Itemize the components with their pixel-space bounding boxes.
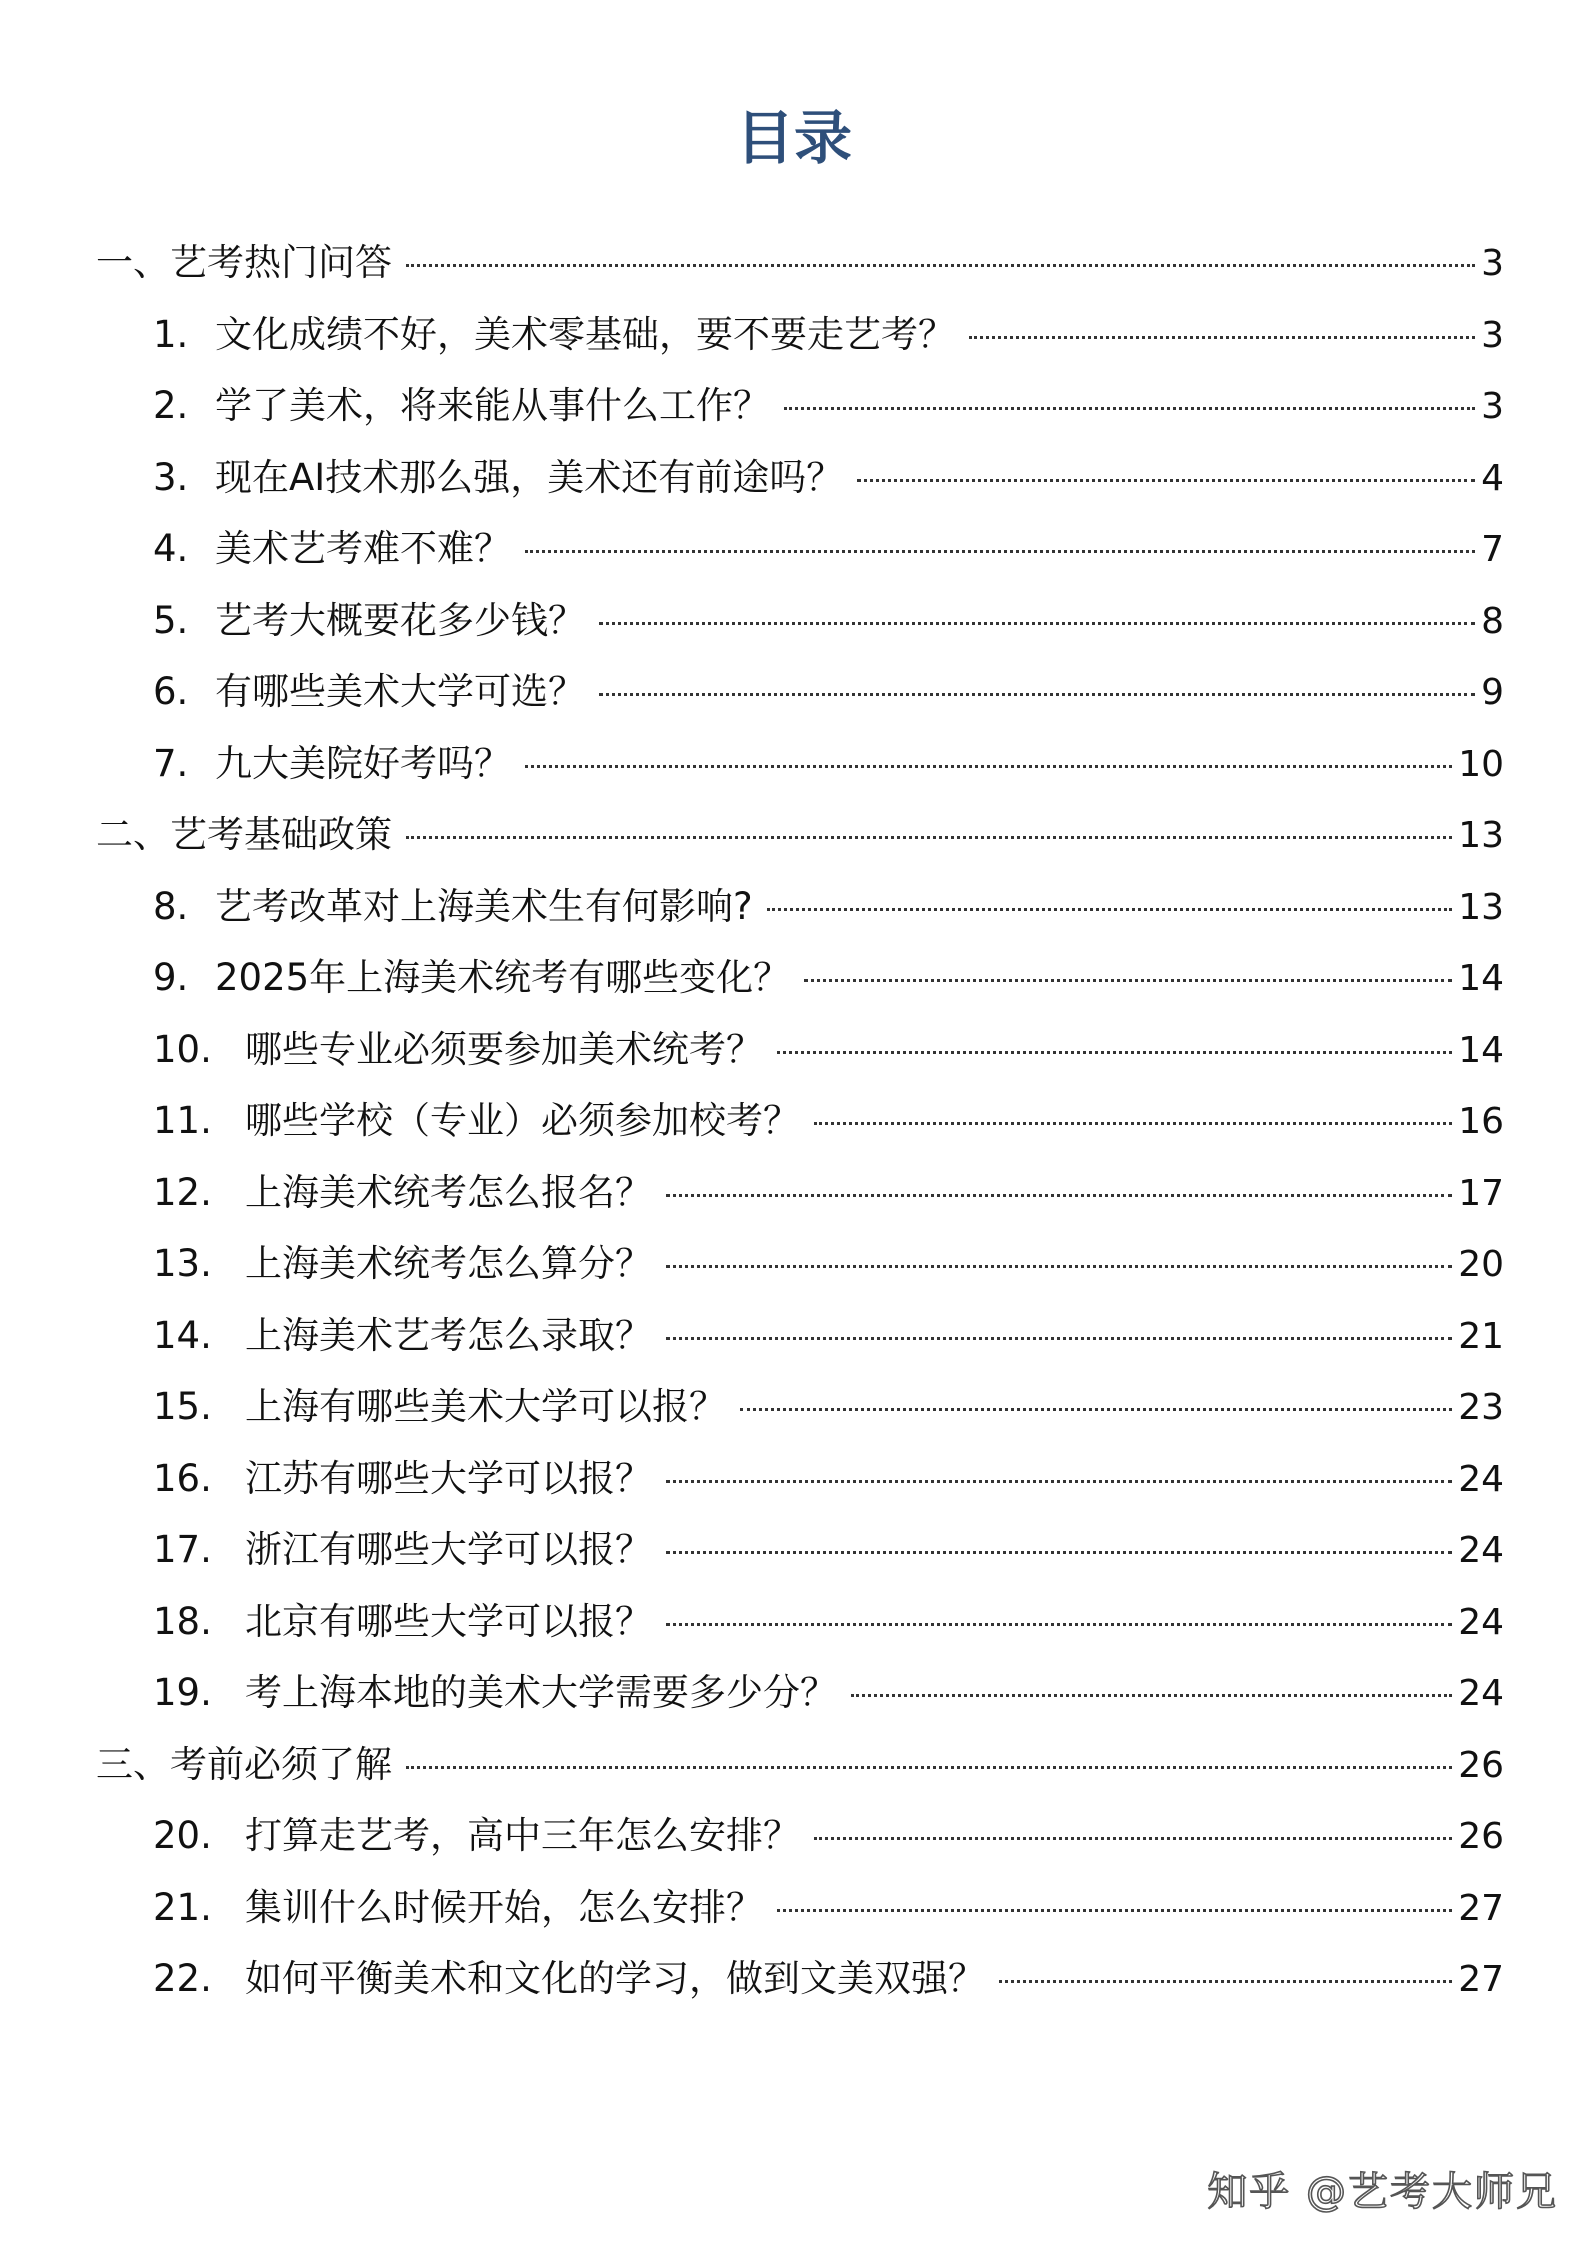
dot-leader: [666, 1337, 1452, 1340]
toc-item[interactable]: [96, 1382, 1504, 1454]
toc-section[interactable]: [96, 810, 1504, 882]
toc-item-number: 17.: [153, 1528, 212, 1571]
toc-page-number: 9: [1481, 672, 1504, 713]
toc-item[interactable]: [96, 953, 1504, 1025]
toc-item-number: 7.: [153, 741, 189, 785]
toc-item-number: 3.: [153, 455, 189, 499]
dot-leader: [666, 1265, 1452, 1268]
dot-leader: [857, 479, 1475, 482]
toc-page-number: 10: [1458, 743, 1504, 785]
toc-item-number: 18.: [153, 1599, 212, 1643]
toc-item-number: 8.: [153, 884, 189, 928]
dot-leader: [666, 1551, 1452, 1554]
toc-section[interactable]: [96, 1740, 1504, 1812]
dot-leader: [525, 550, 1475, 553]
toc-item-title: 九大美院好考吗？: [215, 741, 511, 785]
dot-leader: [406, 836, 1452, 839]
toc-page-number: 24: [1458, 1530, 1504, 1571]
toc-page-number: 24: [1458, 1601, 1504, 1643]
toc-page-number: 13: [1458, 815, 1504, 856]
toc-item-title: 上海美术统考怎么算分？: [245, 1242, 652, 1285]
toc-item-number: 4.: [153, 527, 189, 570]
toc-item-title: 学了美术，将来能从事什么工作？: [215, 384, 770, 427]
toc-item-number: 19.: [153, 1671, 212, 1714]
toc-item-title: 江苏有哪些大学可以报？: [245, 1456, 652, 1500]
toc-item[interactable]: [96, 381, 1504, 453]
dot-leader: [525, 765, 1452, 768]
toc-item-title: 艺考改革对上海美术生有何影响?: [215, 884, 753, 928]
toc-page-number: 17: [1458, 1172, 1504, 1214]
toc-item-number: 21.: [153, 1885, 212, 1929]
toc-item-number: 22.: [153, 1957, 212, 2000]
toc-item[interactable]: [96, 1168, 1504, 1240]
dot-leader: [406, 1766, 1452, 1769]
toc-item[interactable]: [96, 1525, 1504, 1597]
toc-page-number: 14: [1458, 1029, 1504, 1071]
toc-page-number: 8: [1481, 600, 1504, 642]
toc-item[interactable]: [96, 524, 1504, 596]
toc-item-number: 14.: [153, 1313, 212, 1357]
dot-leader: [666, 1480, 1452, 1483]
toc-item-number: 11.: [153, 1099, 212, 1142]
toc-item-title: 上海有哪些美术大学可以报？: [245, 1385, 726, 1428]
toc-section[interactable]: [96, 238, 1504, 310]
toc-item-number: 2.: [153, 384, 189, 427]
watermark: 知乎 @艺考大师兄: [1207, 2169, 1558, 2215]
dot-leader: [599, 693, 1475, 696]
toc-item-number: 10.: [153, 1027, 212, 1071]
toc-item[interactable]: [96, 596, 1504, 668]
toc-item-number: 20.: [153, 1814, 212, 1857]
toc-page-number: 3: [1481, 386, 1504, 427]
dot-leader: [767, 908, 1453, 911]
toc-item[interactable]: [96, 1454, 1504, 1526]
toc-item[interactable]: [96, 1096, 1504, 1168]
dot-leader: [599, 622, 1475, 625]
dot-leader: [406, 264, 1475, 267]
toc-item-number: 9.: [153, 956, 189, 999]
toc-item[interactable]: [96, 1597, 1504, 1669]
dot-leader: [666, 1623, 1452, 1626]
toc-page-number: 16: [1458, 1101, 1504, 1142]
toc-item-title: 文化成绩不好，美术零基础，要不要走艺考？: [215, 312, 955, 356]
dot-leader: [851, 1694, 1452, 1697]
toc-item[interactable]: [96, 1954, 1504, 2026]
toc-page-number: 21: [1458, 1315, 1504, 1357]
toc-item-title: 有哪些美术大学可选？: [215, 670, 585, 713]
toc-page-number: 13: [1458, 886, 1504, 928]
toc-item[interactable]: [96, 1811, 1504, 1883]
dot-leader: [999, 1980, 1452, 1983]
toc-item-title: 美术艺考难不难？: [215, 527, 511, 570]
toc-item[interactable]: [96, 1239, 1504, 1311]
toc-page-number: 23: [1458, 1387, 1504, 1428]
toc-item[interactable]: [96, 882, 1504, 954]
page-title: 目录: [735, 104, 852, 172]
toc-item-title: 哪些学校（专业）必须参加校考？: [245, 1099, 800, 1142]
toc-item-title: 艺考大概要花多少钱？: [215, 598, 585, 642]
toc-item-number: 16.: [153, 1456, 212, 1500]
toc-item-title: 打算走艺考，高中三年怎么安排？: [245, 1814, 800, 1857]
toc-page-number: 20: [1458, 1244, 1504, 1285]
toc-item[interactable]: [96, 1668, 1504, 1740]
toc-item-title: 现在AI技术那么强，美术还有前途吗？: [215, 455, 844, 499]
toc-item[interactable]: [96, 310, 1504, 382]
toc-item-title: 如何平衡美术和文化的学习，做到文美双强？: [245, 1957, 985, 2000]
toc-page-number: 3: [1481, 243, 1504, 284]
toc-page-number: 3: [1481, 314, 1504, 356]
toc-item[interactable]: [96, 1025, 1504, 1097]
toc-page-number: 4: [1481, 457, 1504, 499]
dot-leader: [814, 1837, 1452, 1840]
toc-item[interactable]: [96, 453, 1504, 525]
toc-item[interactable]: [96, 1311, 1504, 1383]
dot-leader: [740, 1408, 1452, 1411]
toc-page-number: 14: [1458, 958, 1504, 999]
toc-item[interactable]: [96, 1883, 1504, 1955]
toc-item[interactable]: [96, 667, 1504, 739]
toc-page-number: 27: [1458, 1887, 1504, 1929]
dot-leader: [804, 979, 1452, 982]
toc-item-title: 集训什么时候开始，怎么安排？: [245, 1885, 763, 1929]
toc-item-number: 13.: [153, 1242, 212, 1285]
dot-leader: [777, 1909, 1452, 1912]
toc-item[interactable]: [96, 739, 1504, 811]
toc-item-title: 上海美术艺考怎么录取？: [245, 1313, 652, 1357]
toc-page-number: 27: [1458, 1959, 1504, 2000]
dot-leader: [777, 1051, 1452, 1054]
toc-item-title: 北京有哪些大学可以报？: [245, 1599, 652, 1643]
toc-page-number: 24: [1458, 1458, 1504, 1500]
dot-leader: [666, 1194, 1452, 1197]
toc-item-number: 1.: [153, 312, 189, 356]
toc-section-title: 三、考前必须了解: [96, 1742, 392, 1786]
toc-section-title: 一、艺考热门问答: [96, 241, 392, 284]
toc-page-number: 24: [1458, 1673, 1504, 1714]
toc-item-title: 上海美术统考怎么报名？: [245, 1170, 652, 1214]
toc-item-number: 5.: [153, 598, 189, 642]
toc-item-number: 6.: [153, 670, 189, 713]
toc-item-title: 哪些专业必须要参加美术统考？: [245, 1027, 763, 1071]
toc-item-title: 考上海本地的美术大学需要多少分？: [245, 1671, 837, 1714]
toc-page-number: 7: [1481, 529, 1504, 570]
table-of-contents: [96, 238, 1504, 2026]
toc-page-number: 26: [1458, 1816, 1504, 1857]
dot-leader: [969, 336, 1475, 339]
toc-item-title: 2025年上海美术统考有哪些变化？: [215, 956, 791, 999]
toc-item-number: 15.: [153, 1385, 212, 1428]
toc-item-title: 浙江有哪些大学可以报？: [245, 1528, 652, 1571]
toc-section-title: 二、艺考基础政策: [96, 813, 392, 856]
toc-page-number: 26: [1458, 1744, 1504, 1786]
dot-leader: [784, 407, 1475, 410]
dot-leader: [814, 1122, 1452, 1125]
toc-item-number: 12.: [153, 1170, 212, 1214]
